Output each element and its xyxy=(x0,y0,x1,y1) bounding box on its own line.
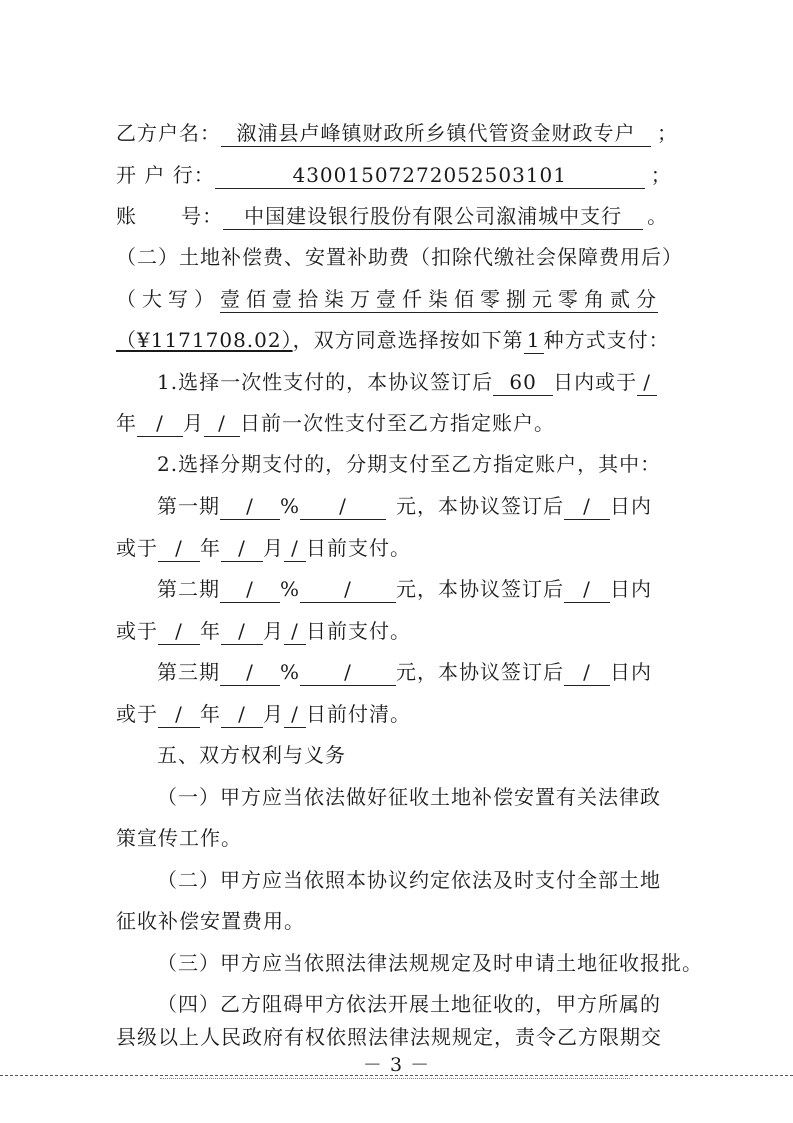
slash: / xyxy=(300,659,396,686)
punct: 。 xyxy=(647,204,669,228)
section5-p3: （三）甲方应当依照法律法规规定及时申请土地征收报批。 xyxy=(157,951,703,975)
phase2-label: 第二期 xyxy=(157,577,220,601)
pay-before: 日前支付。 xyxy=(306,536,411,560)
year-label: 年 xyxy=(116,411,137,435)
option1-days: 60 xyxy=(493,369,553,396)
phase1-line xyxy=(157,492,652,520)
pay-before: 日前支付。 xyxy=(306,619,411,643)
section5-p1: （一）甲方应当依法做好征收土地补偿安置有关法律政 xyxy=(157,785,661,809)
yuan-text: 元，本协议签订后 xyxy=(396,660,565,684)
year-label: 年 xyxy=(200,536,221,560)
month-label: 月 xyxy=(263,619,284,643)
account-number-line xyxy=(116,202,668,230)
option1-text: 1.选择一次性支付的，本协议签订后 xyxy=(157,370,494,394)
phase2-date xyxy=(116,617,411,645)
slash: / xyxy=(137,410,183,437)
slash: / xyxy=(220,576,280,603)
daxie-value: 壹佰壹拾柒万壹仟柒佰零捌元零角贰分 xyxy=(220,287,662,311)
bank-line xyxy=(116,161,672,189)
month-label: 月 xyxy=(263,536,284,560)
amount-daxie-line xyxy=(116,285,662,313)
percent: % xyxy=(280,494,301,518)
slash: / xyxy=(284,701,306,728)
section5-p2-cont: 征收补偿安置费用。 xyxy=(116,909,305,933)
phase3-label: 第三期 xyxy=(157,660,220,684)
slash: / xyxy=(158,618,200,645)
slash: / xyxy=(284,618,306,645)
phase3-date xyxy=(116,700,411,728)
option1-mid: 日内或于 xyxy=(553,370,638,394)
slash: / xyxy=(564,576,610,603)
section5-title: 五、双方权利与义务 xyxy=(157,743,346,767)
slash: / xyxy=(300,576,396,603)
account-name-value: 溆浦县卢峰镇财政所乡镇代管资金财政专户 xyxy=(221,120,651,147)
bank-label: 开 户 行： xyxy=(116,163,215,187)
slash: / xyxy=(564,493,610,520)
or-at: 或于 xyxy=(116,619,158,643)
slash: / xyxy=(204,410,240,437)
percent: % xyxy=(280,577,301,601)
slash: / xyxy=(220,493,280,520)
slash: / xyxy=(158,535,200,562)
footer-rule xyxy=(0,1075,793,1076)
choice-pre: ，双方同意选择按如下第 xyxy=(292,328,524,352)
slash: / xyxy=(637,369,657,396)
option1-line xyxy=(157,368,657,396)
slash: / xyxy=(221,701,263,728)
section5-p4-cont: 县级以上人民政府有权依照法律法规规定，责令乙方限期交 xyxy=(116,1025,662,1049)
account-name-label: 乙方户名： xyxy=(116,121,221,145)
compensation-heading: （二）土地补偿费、安置补助费（扣除代缴社会保障费用后） xyxy=(116,245,683,269)
amount-figure: （¥1171708.02） xyxy=(116,328,293,352)
choice-value: 1 xyxy=(524,327,544,354)
bank-value: 43001507272052503101 xyxy=(215,162,645,189)
slash: / xyxy=(221,618,263,645)
option1-post: 日前一次性支付至乙方指定账户。 xyxy=(240,411,555,435)
month-label: 月 xyxy=(263,702,284,726)
option1-line2 xyxy=(116,409,555,437)
yuan-text: 元，本协议签订后 xyxy=(396,577,565,601)
page-number: － 3 － xyxy=(362,1054,431,1076)
or-at: 或于 xyxy=(116,702,158,726)
percent: % xyxy=(280,660,301,684)
account-number-value: 中国建设银行股份有限公司溆浦城中支行 xyxy=(223,203,643,230)
section5-p2: （二）甲方应当依照本协议约定依法及时支付全部土地 xyxy=(157,868,661,892)
year-label: 年 xyxy=(200,702,221,726)
day-in: 日内 xyxy=(610,660,653,684)
phase1-date xyxy=(116,534,411,562)
punct: ； xyxy=(650,163,672,187)
account-name-line xyxy=(116,119,678,147)
pay-off: 日前付清。 xyxy=(306,702,411,726)
phase2-line xyxy=(157,575,652,603)
yuan-text: 元，本协议签订后 xyxy=(396,494,565,518)
slash: / xyxy=(220,659,280,686)
slash: / xyxy=(564,659,610,686)
phase1-label: 第一期 xyxy=(157,494,220,518)
footer-rule-dotted xyxy=(160,1078,630,1079)
option2-intro: 2.选择分期支付的，分期支付至乙方指定账户，其中： xyxy=(157,452,662,476)
or-at: 或于 xyxy=(116,536,158,560)
day-in: 日内 xyxy=(610,577,653,601)
day-in: 日内 xyxy=(610,494,653,518)
phase3-line xyxy=(157,658,652,686)
account-number-label: 账 号： xyxy=(116,204,224,228)
year-label: 年 xyxy=(200,619,221,643)
section5-p4: （四）乙方阻碍甲方依法开展土地征收的，甲方所属的 xyxy=(157,992,661,1016)
month-label: 月 xyxy=(183,411,204,435)
punct: ； xyxy=(657,121,678,145)
section5-p1-cont: 策宣传工作。 xyxy=(116,826,242,850)
choice-post: 种方式支付： xyxy=(543,328,670,352)
amount-figure-line xyxy=(116,326,670,354)
slash: / xyxy=(284,535,306,562)
daxie-label: （大写） xyxy=(116,287,220,311)
slash: / xyxy=(300,493,386,520)
slash: / xyxy=(158,701,200,728)
slash: / xyxy=(221,535,263,562)
